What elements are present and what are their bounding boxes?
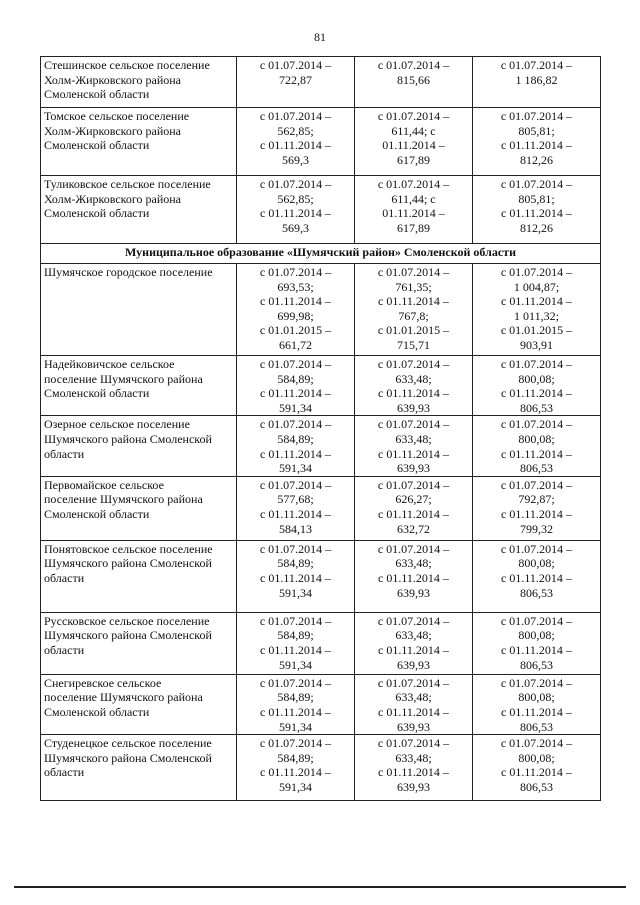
settlement-name-line: Холм-Жирковского района bbox=[44, 123, 181, 138]
tariff-line: с 01.07.2014 – bbox=[500, 58, 573, 72]
tariff-line: с 01.07.2014 – bbox=[377, 109, 450, 123]
tariff-line: 800,08; bbox=[518, 431, 555, 446]
tariff-line: 584,89; bbox=[277, 371, 314, 386]
table-row bbox=[41, 476, 601, 540]
settlement-name-line: области bbox=[44, 570, 85, 585]
tariff-line: с 01.11.2014 – bbox=[378, 294, 449, 309]
settlement-name-line: Шумячского района Смоленской bbox=[44, 556, 212, 571]
tariff-cell-2 bbox=[355, 356, 473, 416]
tariff-line: с 01.07.2014 – bbox=[500, 736, 573, 751]
tariff-line: с 01.11.2014 – bbox=[260, 386, 331, 401]
tariff-line: с 01.07.2014 – bbox=[377, 541, 450, 556]
settlement-name-line: Руссковское сельское поселение bbox=[44, 613, 210, 628]
tariff-line: 617,89 bbox=[397, 220, 430, 235]
settlement-name-line: Понятовское сельское поселение bbox=[44, 541, 213, 556]
tariff-line: 1 004,87; bbox=[513, 279, 560, 294]
tariff-line: с 01.07.2014 – bbox=[377, 417, 450, 432]
tariff-line: 800,08; bbox=[518, 750, 555, 765]
tariff-cell-3 bbox=[473, 540, 601, 612]
tariff-cell-3 bbox=[473, 57, 601, 108]
tariff-line: с 01.11.2014 – bbox=[501, 704, 572, 719]
tariff-line: с 01.11.2014 – bbox=[260, 446, 331, 461]
tariff-line: с 01.11.2014 – bbox=[260, 506, 331, 521]
tariff-cell-1 bbox=[237, 176, 355, 244]
table-row bbox=[41, 108, 601, 176]
tariff-line: с 01.11.2014 – bbox=[260, 294, 331, 309]
settlement-name-line: Смоленской области bbox=[44, 704, 150, 719]
tariff-cell-1 bbox=[237, 416, 355, 476]
tariff-line: 792,87; bbox=[518, 492, 555, 507]
tariff-cell-2 bbox=[355, 674, 473, 734]
tariff-line: с 01.11.2014 – bbox=[501, 386, 572, 401]
table-row bbox=[41, 416, 601, 476]
tariff-line: с 01.07.2014 – bbox=[500, 265, 573, 279]
settlement-name-line: Озерное сельское поселение bbox=[44, 417, 190, 432]
tariff-line: 806,53 bbox=[520, 461, 553, 476]
tariff-line: с 01.11.2014 – bbox=[260, 704, 331, 719]
tariff-line: с 01.11.2014 – bbox=[501, 765, 572, 780]
settlement-name-cell bbox=[41, 108, 237, 176]
tariff-line: 591,34 bbox=[279, 779, 312, 794]
tariff-line: с 01.11.2014 – bbox=[378, 570, 449, 585]
tariff-cell-1 bbox=[237, 674, 355, 734]
tariff-cell-3 bbox=[473, 735, 601, 801]
tariff-cell-2 bbox=[355, 416, 473, 476]
tariff-line: 584,13 bbox=[279, 521, 312, 536]
settlement-name-line: Смоленской области bbox=[44, 87, 150, 102]
tariff-line: 812,26 bbox=[520, 220, 553, 235]
tariff-line: 1 011,32; bbox=[514, 308, 559, 323]
tariff-line: 611,44; с bbox=[391, 191, 436, 206]
table-row bbox=[41, 612, 601, 674]
tariff-cell-3 bbox=[473, 108, 601, 176]
tariff-line: 639,93 bbox=[397, 657, 430, 672]
tariff-line: с 01.01.2015 – bbox=[377, 323, 450, 338]
tariff-line: с 01.07.2014 – bbox=[377, 265, 450, 279]
tariff-line: 800,08; bbox=[518, 556, 555, 571]
tariff-cell-1 bbox=[237, 57, 355, 108]
tariff-cell-3 bbox=[473, 176, 601, 244]
tariff-line: с 01.11.2014 – bbox=[260, 206, 331, 221]
tariff-line: 800,08; bbox=[518, 628, 555, 643]
tariff-line: 584,89; bbox=[277, 431, 314, 446]
settlement-name-cell bbox=[41, 264, 237, 356]
tariff-line: с 01.07.2014 – bbox=[259, 265, 332, 279]
settlement-name-line: Смоленской области bbox=[44, 386, 150, 401]
tariff-cell-2 bbox=[355, 735, 473, 801]
settlement-name-cell bbox=[41, 57, 237, 108]
tariff-cell-3 bbox=[473, 612, 601, 674]
bottom-rule bbox=[14, 886, 626, 888]
tariff-line: 591,34 bbox=[279, 585, 312, 600]
tariff-line: 569,3 bbox=[282, 220, 309, 235]
tariff-line: с 01.07.2014 – bbox=[500, 177, 573, 191]
tariff-line: с 01.11.2014 – bbox=[378, 446, 449, 461]
tariff-line: с 01.07.2014 – bbox=[259, 541, 332, 556]
settlement-name-line: Снегиревское сельское bbox=[44, 675, 162, 690]
tariff-line: 815,66 bbox=[397, 72, 430, 87]
tariff-line: 633,48; bbox=[395, 371, 432, 386]
settlement-name-line: Туликовское сельское поселение bbox=[44, 177, 211, 191]
tariff-cell-3 bbox=[473, 476, 601, 540]
tariff-cell-1 bbox=[237, 540, 355, 612]
tariff-line: 569,3 bbox=[282, 152, 309, 167]
settlement-name-line: Шумячского района Смоленской bbox=[44, 431, 212, 446]
settlement-name-cell bbox=[41, 476, 237, 540]
page-number: 81 bbox=[314, 30, 326, 44]
tariff-line: 01.11.2014 – bbox=[382, 206, 445, 221]
tariff-line: с 01.07.2014 – bbox=[500, 477, 573, 492]
tariff-line: 903,91 bbox=[520, 337, 553, 352]
settlement-name-cell bbox=[41, 612, 237, 674]
tariff-line: с 01.07.2014 – bbox=[259, 177, 332, 191]
section-row bbox=[41, 244, 601, 264]
tariff-cell-3 bbox=[473, 674, 601, 734]
tariff-cell-1 bbox=[237, 735, 355, 801]
settlement-name-line: Надейковичское сельское bbox=[44, 357, 175, 371]
settlement-name-line: области bbox=[44, 642, 85, 657]
tariff-line: с 01.11.2014 – bbox=[501, 642, 572, 657]
tariff-line: с 01.11.2014 – bbox=[378, 506, 449, 521]
tariff-line: с 01.11.2014 – bbox=[378, 642, 449, 657]
tariff-line: 01.11.2014 – bbox=[382, 138, 445, 153]
tariff-line: 639,93 bbox=[397, 400, 430, 415]
tariff-cell-1 bbox=[237, 108, 355, 176]
tariff-line: 639,93 bbox=[397, 719, 430, 734]
tariff-line: 805,81; bbox=[518, 123, 555, 138]
settlement-name-line: Томское сельское поселение bbox=[44, 109, 190, 123]
tariff-line: 761,35; bbox=[395, 279, 432, 294]
tariff-cell-1 bbox=[237, 356, 355, 416]
settlement-name-line: Смоленской области bbox=[44, 206, 150, 221]
tariff-line: с 01.07.2014 – bbox=[500, 613, 573, 628]
tariff-line: 1 186,82 bbox=[515, 72, 558, 87]
settlement-name-cell bbox=[41, 674, 237, 734]
tariff-line: 767,8; bbox=[398, 308, 429, 323]
tariff-line: 626,27; bbox=[395, 492, 432, 507]
settlement-name-line: Шумячское городское поселение bbox=[44, 265, 213, 279]
tariff-line: с 01.07.2014 – bbox=[500, 357, 573, 371]
section-title: Муниципальное образование «Шумячский район» Смоленской области bbox=[41, 244, 601, 264]
settlement-name-cell bbox=[41, 176, 237, 244]
tariff-cell-1 bbox=[237, 476, 355, 540]
tariff-line: 639,93 bbox=[397, 779, 430, 794]
tariff-line: с 01.11.2014 – bbox=[501, 570, 572, 585]
tariff-line: 633,48; bbox=[395, 690, 432, 705]
tariff-line: 806,53 bbox=[520, 657, 553, 672]
tariff-line: с 01.11.2014 – bbox=[260, 138, 331, 153]
tariff-line: с 01.11.2014 – bbox=[260, 570, 331, 585]
settlement-name-line: Холм-Жирковского района bbox=[44, 72, 181, 87]
tariff-line: 633,48; bbox=[395, 750, 432, 765]
tariff-line: с 01.11.2014 – bbox=[501, 206, 572, 221]
settlement-name-line: Смоленской области bbox=[44, 506, 150, 521]
tariff-line: с 01.07.2014 – bbox=[500, 675, 573, 690]
settlement-name-line: Первомайское сельское bbox=[44, 477, 164, 492]
tariff-line: с 01.07.2014 – bbox=[259, 675, 332, 690]
tariff-line: 577,68; bbox=[277, 492, 314, 507]
tariff-cell-2 bbox=[355, 540, 473, 612]
tariff-cell-3 bbox=[473, 264, 601, 356]
tariff-line: с 01.11.2014 – bbox=[260, 642, 331, 657]
tariff-cell-2 bbox=[355, 57, 473, 108]
table-row bbox=[41, 735, 601, 801]
tariff-cell-2 bbox=[355, 176, 473, 244]
tariff-line: с 01.07.2014 – bbox=[377, 177, 450, 191]
settlement-name-line: Холм-Жирковского района bbox=[44, 191, 181, 206]
settlement-name-line: Шумячского района Смоленской bbox=[44, 750, 212, 765]
tariff-line: 806,53 bbox=[520, 400, 553, 415]
tariff-line: с 01.11.2014 – bbox=[378, 765, 449, 780]
tariff-line: с 01.07.2014 – bbox=[259, 417, 332, 432]
tariff-line: 611,44; с bbox=[391, 123, 436, 138]
tariff-cell-3 bbox=[473, 416, 601, 476]
tariff-line: с 01.11.2014 – bbox=[501, 294, 572, 309]
tariff-line: с 01.07.2014 – bbox=[377, 613, 450, 628]
tariff-line: с 01.07.2014 – bbox=[500, 417, 573, 432]
tariff-line: 584,89; bbox=[277, 628, 314, 643]
settlement-name-line: поселение Шумячского района bbox=[44, 690, 203, 705]
settlement-name-line: Студенецкое сельское поселение bbox=[44, 736, 212, 751]
tariff-line: с 01.11.2014 – bbox=[260, 765, 331, 780]
tariff-line: 693,53; bbox=[277, 279, 314, 294]
tariff-cell-1 bbox=[237, 264, 355, 356]
tariff-line: 633,48; bbox=[395, 628, 432, 643]
tariff-cell-2 bbox=[355, 476, 473, 540]
settlement-name-line: области bbox=[44, 765, 85, 780]
tariff-line: с 01.11.2014 – bbox=[378, 386, 449, 401]
table-row bbox=[41, 674, 601, 734]
tariff-line: с 01.11.2014 – bbox=[378, 704, 449, 719]
tariff-line: 633,48; bbox=[395, 431, 432, 446]
tariff-cell-2 bbox=[355, 612, 473, 674]
tariff-line: 715,71 bbox=[397, 337, 430, 352]
settlement-name-line: поселение Шумячского района bbox=[44, 492, 203, 507]
tariff-line: с 01.07.2014 – bbox=[259, 58, 332, 72]
tariff-line: с 01.11.2014 – bbox=[501, 138, 572, 153]
tariff-line: 591,34 bbox=[279, 400, 312, 415]
tariff-line: с 01.07.2014 – bbox=[259, 736, 332, 751]
tariff-line: 722,87 bbox=[279, 72, 312, 87]
tariff-line: с 01.01.2015 – bbox=[500, 323, 573, 338]
tariff-line: 661,72 bbox=[279, 337, 312, 352]
tariff-line: с 01.07.2014 – bbox=[377, 675, 450, 690]
tariff-line: с 01.07.2014 – bbox=[259, 477, 332, 492]
table-row bbox=[41, 264, 601, 356]
settlement-name-line: Стешинское сельское поселение bbox=[44, 58, 210, 72]
tariff-line: с 01.07.2014 – bbox=[377, 357, 450, 371]
tariff-cell-3 bbox=[473, 356, 601, 416]
tariff-line: с 01.11.2014 – bbox=[501, 446, 572, 461]
tariff-line: 591,34 bbox=[279, 461, 312, 476]
tariff-line: 812,26 bbox=[520, 152, 553, 167]
tariff-line: с 01.07.2014 – bbox=[500, 541, 573, 556]
tariff-line: с 01.07.2014 – bbox=[377, 736, 450, 751]
tariff-line: с 01.07.2014 – bbox=[500, 109, 573, 123]
tariff-line: 591,34 bbox=[279, 657, 312, 672]
tariff-cell-1 bbox=[237, 612, 355, 674]
tariff-line: 562,85; bbox=[277, 123, 314, 138]
tariff-line: 800,08; bbox=[518, 371, 555, 386]
tariff-line: 639,93 bbox=[397, 585, 430, 600]
tariff-line: 806,53 bbox=[520, 779, 553, 794]
settlement-name-line: области bbox=[44, 446, 85, 461]
tariff-line: 799,32 bbox=[520, 521, 553, 536]
tariff-line: с 01.11.2014 – bbox=[501, 506, 572, 521]
tariff-line: с 01.07.2014 – bbox=[259, 109, 332, 123]
settlement-name-line: Шумячского района Смоленской bbox=[44, 628, 212, 643]
tariff-line: 591,34 bbox=[279, 719, 312, 734]
table-row bbox=[41, 176, 601, 244]
tariff-line: с 01.07.2014 – bbox=[377, 58, 450, 72]
tariff-line: 562,85; bbox=[277, 191, 314, 206]
settlement-name-line: поселение Шумячского района bbox=[44, 371, 203, 386]
settlement-name-line: Смоленской области bbox=[44, 138, 150, 153]
tariff-line: 806,53 bbox=[520, 719, 553, 734]
tariff-line: 639,93 bbox=[397, 461, 430, 476]
tariff-line: 584,89; bbox=[277, 556, 314, 571]
settlement-name-cell bbox=[41, 416, 237, 476]
table-row bbox=[41, 57, 601, 108]
tariff-line: с 01.01.2015 – bbox=[259, 323, 332, 338]
settlement-name-cell bbox=[41, 356, 237, 416]
tariff-line: 699,98; bbox=[277, 308, 314, 323]
tariff-line: 617,89 bbox=[397, 152, 430, 167]
table-row bbox=[41, 356, 601, 416]
settlement-name-cell bbox=[41, 540, 237, 612]
tariff-line: 584,89; bbox=[277, 690, 314, 705]
tariff-line: 805,81; bbox=[518, 191, 555, 206]
tariff-line: 800,08; bbox=[518, 690, 555, 705]
tariff-line: 632,72 bbox=[397, 521, 430, 536]
tariff-table bbox=[40, 56, 601, 801]
tariff-line: с 01.07.2014 – bbox=[377, 477, 450, 492]
tariff-line: 806,53 bbox=[520, 585, 553, 600]
tariff-cell-2 bbox=[355, 264, 473, 356]
tariff-cell-2 bbox=[355, 108, 473, 176]
tariff-line: с 01.07.2014 – bbox=[259, 357, 332, 371]
settlement-name-cell bbox=[41, 735, 237, 801]
table-row bbox=[41, 540, 601, 612]
tariff-line: 633,48; bbox=[395, 556, 432, 571]
tariff-line: с 01.07.2014 – bbox=[259, 613, 332, 628]
tariff-line: 584,89; bbox=[277, 750, 314, 765]
